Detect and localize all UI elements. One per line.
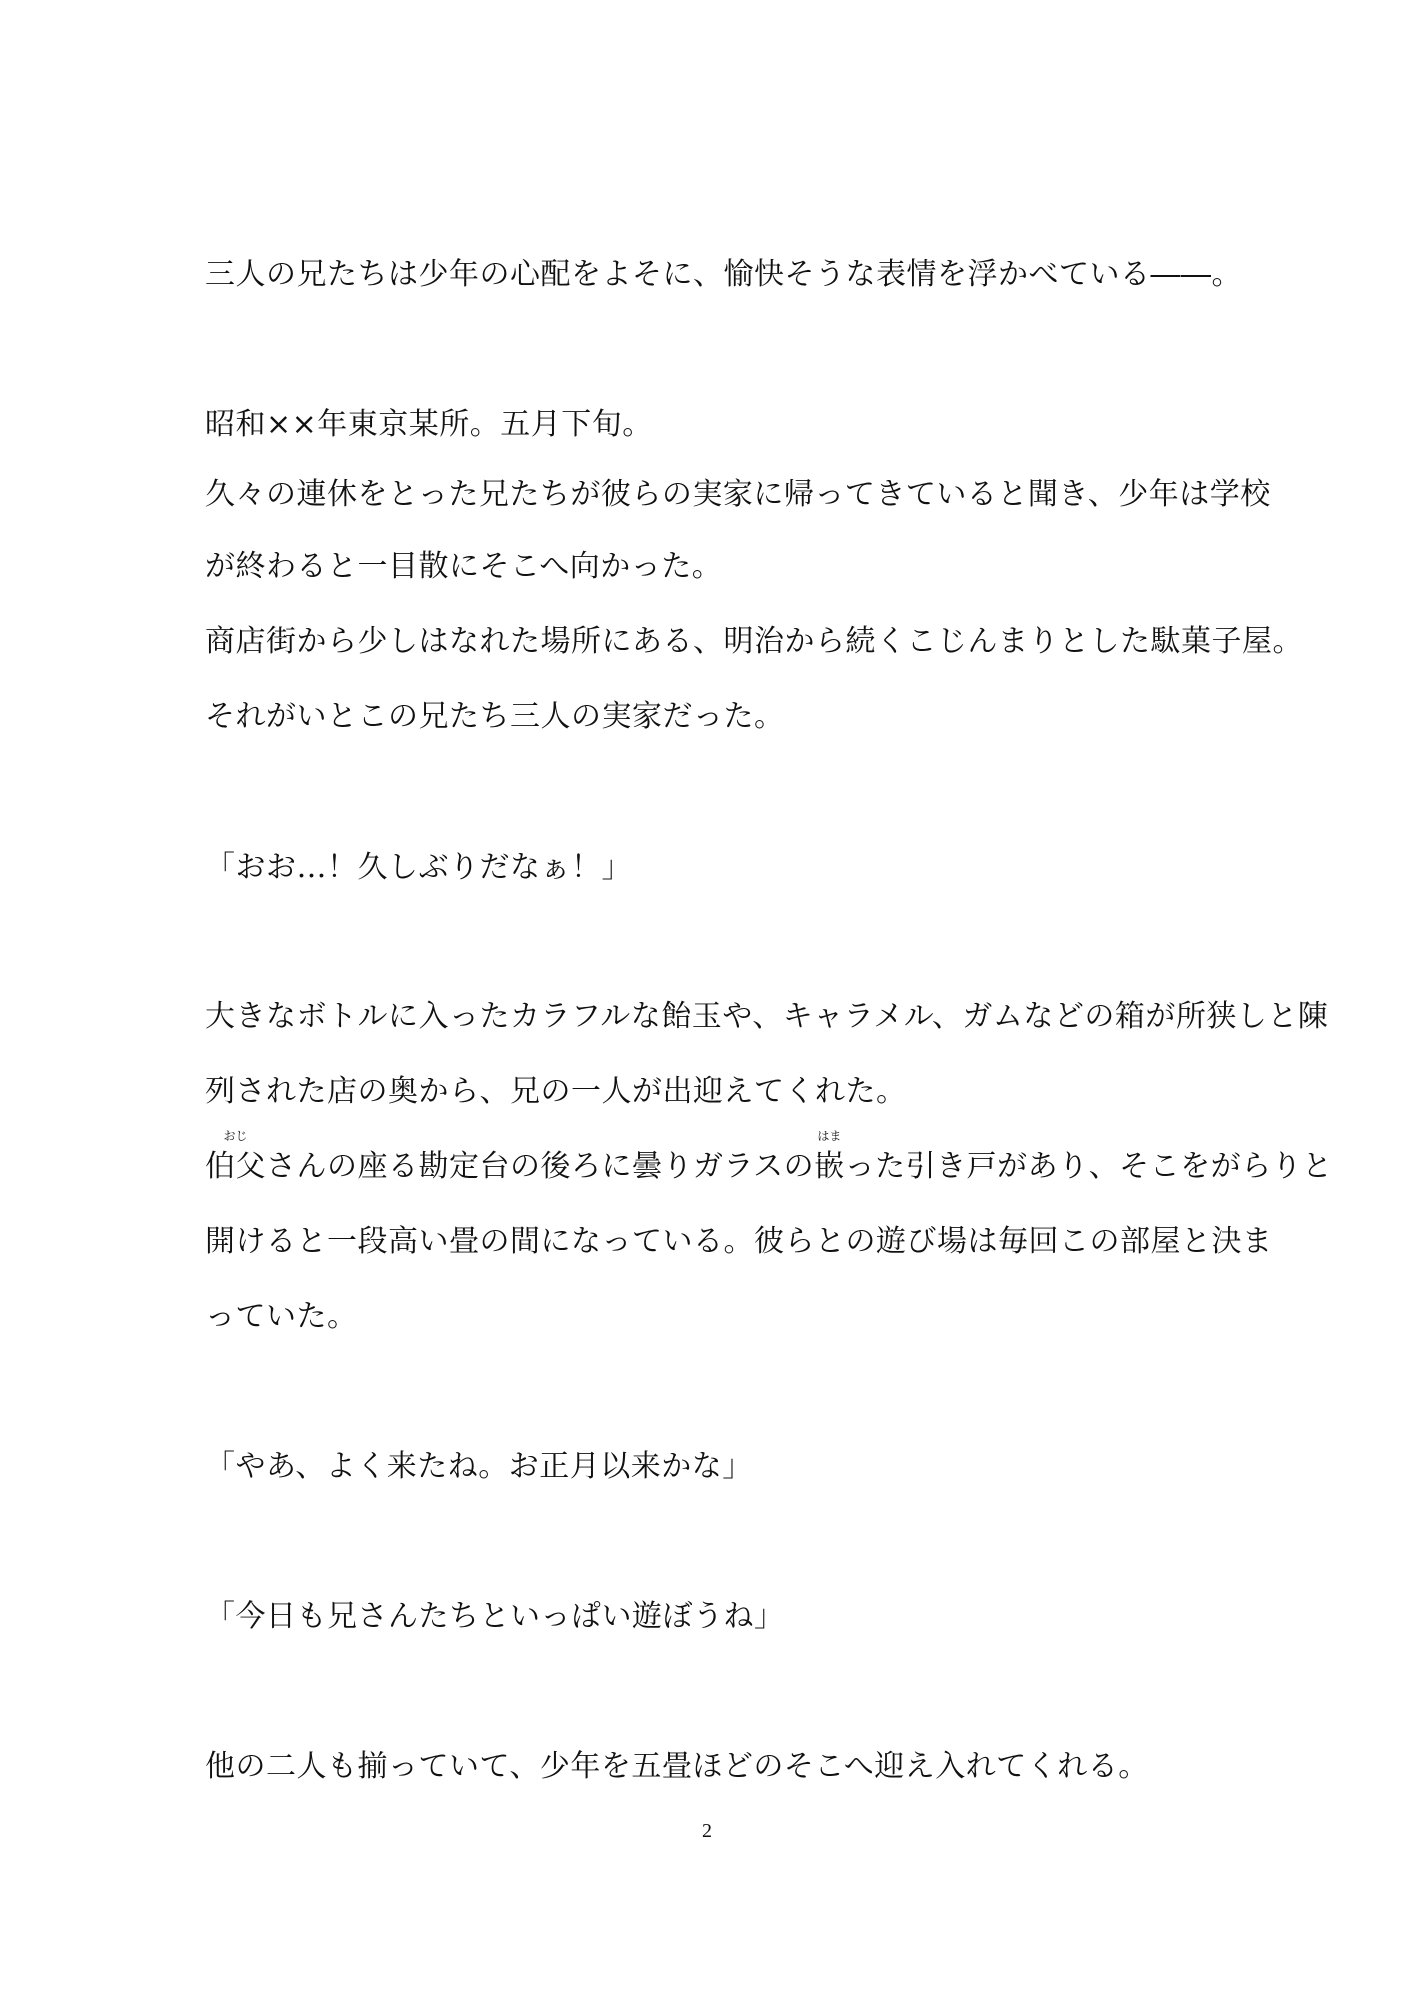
ruby-annotation: おじ	[223, 1129, 248, 1143]
text-line: 久々の連休をとった兄たちが彼らの実家に帰ってきていると聞き、少年は学校	[205, 477, 1271, 512]
text-line-with-ruby	[205, 1129, 1333, 1187]
text-line: っていた。	[205, 1299, 358, 1334]
text-line: 昭和××年東京某所。五月下旬。	[205, 407, 653, 442]
ruby-base: 伯父	[205, 1149, 266, 1184]
dialogue-line: 「今日も兄さんたちといっぱい遊ぼうね」	[205, 1599, 785, 1634]
ruby-annotation: はま	[817, 1129, 842, 1143]
ruby-word	[205, 1129, 266, 1187]
text-line: 大きなボトルに入ったカラフルな飴玉や、キャラメル、ガムなどの箱が所狭しと陳	[205, 999, 1329, 1034]
text-line: 商店街から少しはなれた場所にある、明治から続くこじんまりとした駄菓子屋。	[205, 624, 1303, 659]
text-segment: さんの座る勘定台の後ろに曇りガラスの	[266, 1149, 815, 1184]
dialogue-line: 「おお…！久しぶりだなぁ！」	[205, 850, 632, 885]
ruby-word	[814, 1129, 845, 1187]
text-line: 他の二人も揃っていて、少年を五畳ほどのそこへ迎え入れてくれる。	[205, 1749, 1149, 1784]
page-number: 2	[702, 1820, 712, 1842]
dialogue-line: 「やあ、よく来たね。お正月以来かな」	[205, 1449, 753, 1484]
text-line: 列された店の奥から、兄の一人が出迎えてくれた。	[205, 1074, 907, 1109]
text-line: それがいとこの兄たち三人の実家だった。	[205, 699, 785, 734]
ruby-base: 嵌	[814, 1149, 845, 1184]
text-line: 三人の兄たちは少年の心配をよそに、愉快そうな表情を浮かべている――。	[205, 257, 1242, 292]
text-line: が終わると一目散にそこへ向かった。	[205, 549, 723, 584]
text-line: 開けると一段高い畳の間になっている。彼らとの遊び場は毎回この部屋と決ま	[205, 1224, 1273, 1259]
text-segment: った引き戸があり、そこをがらりと	[844, 1149, 1333, 1184]
